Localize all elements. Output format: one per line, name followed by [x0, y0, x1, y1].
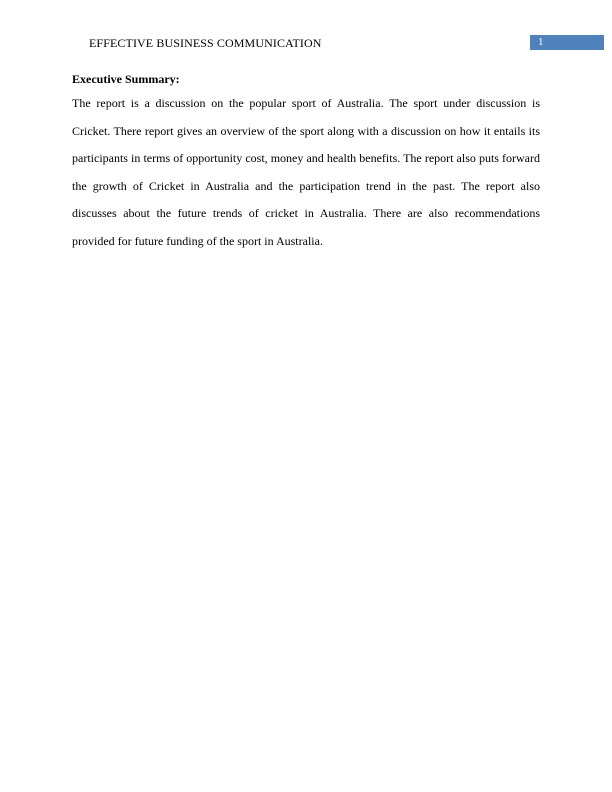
page-number-badge — [530, 35, 604, 50]
executive-summary-paragraph: The report is a discussion on the popular sport of Australia. The sport under discussion is Cricket. There report gives an overview of the sport along with a discussion on how it entails its participants in terms of opportunity cost, money and health benefits. The report also puts forward the growth of Cricket in Australia and the participation trend in the past. The report also discusses about the future trends of cricket in Australia. There are also recommendations provided for future funding of the sport in Australia. — [72, 96, 540, 248]
page-number: 1 — [538, 36, 544, 48]
executive-summary-heading: Executive Summary: — [72, 72, 180, 86]
running-header-title: EFFECTIVE BUSINESS COMMUNICATION — [89, 36, 322, 50]
